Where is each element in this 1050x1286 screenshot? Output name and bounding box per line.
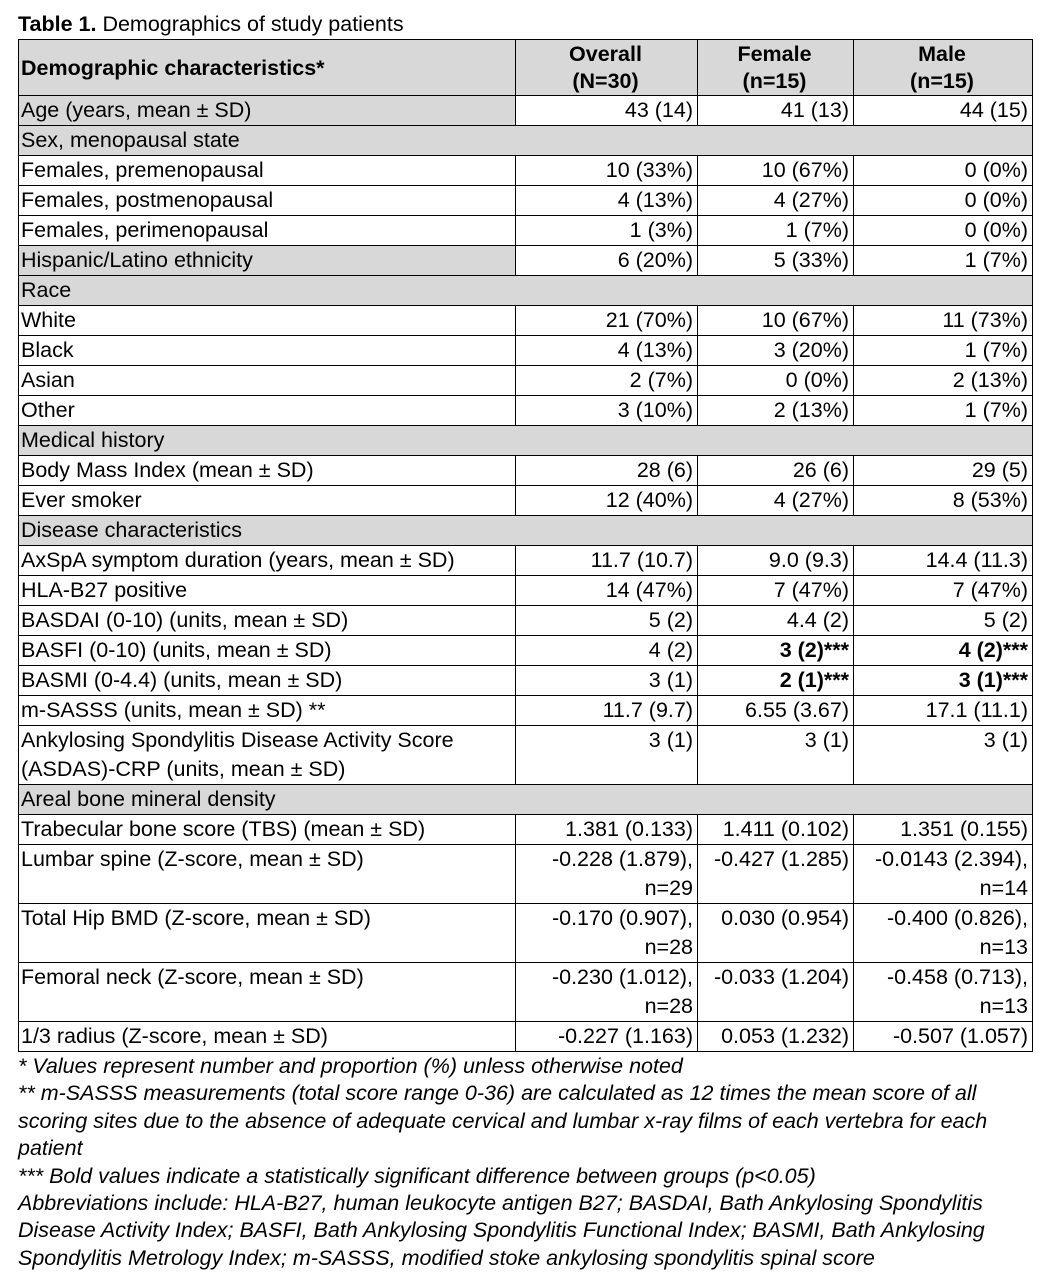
section-row bbox=[19, 516, 1033, 546]
table-row bbox=[19, 336, 1033, 366]
cell-male: 3 (1) bbox=[854, 726, 1033, 785]
cell-male: 1 (7%) bbox=[854, 336, 1033, 366]
table-row bbox=[19, 636, 1033, 666]
cell-female: 5 (33%) bbox=[698, 246, 854, 276]
section-row bbox=[19, 785, 1033, 815]
cell-overall: 6 (20%) bbox=[516, 246, 698, 276]
cell-male: -0.507 (1.057) bbox=[854, 1022, 1033, 1052]
table-row bbox=[19, 186, 1033, 216]
cell-overall: -0.170 (0.907), n=28 bbox=[516, 904, 698, 963]
row-label: Ever smoker bbox=[19, 486, 516, 516]
table-row bbox=[19, 96, 1033, 126]
table-row bbox=[19, 726, 1033, 785]
row-label: Lumbar spine (Z-score, mean ± SD) bbox=[19, 845, 516, 904]
table-row bbox=[19, 396, 1033, 426]
cell-female: 4 (27%) bbox=[698, 486, 854, 516]
header-male bbox=[854, 40, 1033, 96]
cell-male: 0 (0%) bbox=[854, 156, 1033, 186]
row-label: Females, postmenopausal bbox=[19, 186, 516, 216]
row-label: Body Mass Index (mean ± SD) bbox=[19, 456, 516, 486]
row-label: Ankylosing Spondylitis Disease Activity Score (ASDAS)-CRP (units, mean ± SD) bbox=[19, 726, 516, 785]
cell-overall: -0.227 (1.163) bbox=[516, 1022, 698, 1052]
row-label: Asian bbox=[19, 366, 516, 396]
table-row bbox=[19, 216, 1033, 246]
cell-female: 2 (13%) bbox=[698, 396, 854, 426]
cell-female: -0.427 (1.285) bbox=[698, 845, 854, 904]
table-row bbox=[19, 246, 1033, 276]
cell-overall: 1 (3%) bbox=[516, 216, 698, 246]
caption-label: Table 1. bbox=[18, 12, 97, 36]
cell-female: 4 (27%) bbox=[698, 186, 854, 216]
table-row bbox=[19, 366, 1033, 396]
row-label: HLA-B27 positive bbox=[19, 576, 516, 606]
table-row bbox=[19, 963, 1033, 1022]
table-row bbox=[19, 546, 1033, 576]
cell-male: 7 (47%) bbox=[854, 576, 1033, 606]
cell-male: 1.351 (0.155) bbox=[854, 815, 1033, 845]
table-row bbox=[19, 576, 1033, 606]
table-row bbox=[19, 306, 1033, 336]
table-row bbox=[19, 904, 1033, 963]
row-label: 1/3 radius (Z-score, mean ± SD) bbox=[19, 1022, 516, 1052]
footnote: *** Bold values indicate a statistically significant difference between groups (p<0.05) bbox=[18, 1163, 816, 1188]
cell-overall: 11.7 (10.7) bbox=[516, 546, 698, 576]
cell-overall: 3 (10%) bbox=[516, 396, 698, 426]
section-label: Disease characteristics bbox=[19, 516, 1033, 546]
table-row bbox=[19, 666, 1033, 696]
cell-male: 14.4 (11.3) bbox=[854, 546, 1033, 576]
cell-overall: 12 (40%) bbox=[516, 486, 698, 516]
cell-overall: 4 (13%) bbox=[516, 336, 698, 366]
cell-male: -0.400 (0.826), n=13 bbox=[854, 904, 1033, 963]
row-label: Other bbox=[19, 396, 516, 426]
table-row bbox=[19, 156, 1033, 186]
table-row bbox=[19, 456, 1033, 486]
cell-overall: 10 (33%) bbox=[516, 156, 698, 186]
cell-male: 1 (7%) bbox=[854, 396, 1033, 426]
cell-overall: 14 (47%) bbox=[516, 576, 698, 606]
row-label: BASDAI (0-10) (units, mean ± SD) bbox=[19, 606, 516, 636]
row-label: Femoral neck (Z-score, mean ± SD) bbox=[19, 963, 516, 1022]
cell-female: 10 (67%) bbox=[698, 156, 854, 186]
row-label: White bbox=[19, 306, 516, 336]
cell-female: 6.55 (3.67) bbox=[698, 696, 854, 726]
row-label: BASFI (0-10) (units, mean ± SD) bbox=[19, 636, 516, 666]
cell-female: -0.033 (1.204) bbox=[698, 963, 854, 1022]
header-male-n: (n=15) bbox=[910, 69, 974, 93]
row-label: Trabecular bone score (TBS) (mean ± SD) bbox=[19, 815, 516, 845]
cell-male: -0.0143 (2.394), n=14 bbox=[854, 845, 1033, 904]
footnote: Abbreviations include: HLA-B27, human leukocyte antigen B27; BASDAI, Bath Ankylosing Spondylitis Disease Activity Index; BASFI, Bath Ankylosing Spondylitis Functional Index; BASMI, Bath Ankylosing Spondylitis Metrology Index; m-SASSS, modified stoke ankylosing spondylitis spinal score bbox=[18, 1191, 985, 1270]
cell-female: 0 (0%) bbox=[698, 366, 854, 396]
cell-overall: 11.7 (9.7) bbox=[516, 696, 698, 726]
footnote: * Values represent number and proportion (%) unless otherwise noted bbox=[18, 1054, 683, 1078]
cell-overall: 2 (7%) bbox=[516, 366, 698, 396]
cell-female: 3 (2)*** bbox=[698, 636, 854, 666]
header-overall bbox=[516, 40, 698, 96]
cell-female: 10 (67%) bbox=[698, 306, 854, 336]
row-label: Total Hip BMD (Z-score, mean ± SD) bbox=[19, 904, 516, 963]
section-row bbox=[19, 426, 1033, 456]
header-overall-n: (N=30) bbox=[572, 69, 639, 93]
cell-female: 1.411 (0.102) bbox=[698, 815, 854, 845]
cell-male: 0 (0%) bbox=[854, 186, 1033, 216]
cell-female: 3 (20%) bbox=[698, 336, 854, 366]
cell-female: 9.0 (9.3) bbox=[698, 546, 854, 576]
section-label: Medical history bbox=[19, 426, 1033, 456]
section-row bbox=[19, 126, 1033, 156]
cell-male: 3 (1)*** bbox=[854, 666, 1033, 696]
cell-overall: 1.381 (0.133) bbox=[516, 815, 698, 845]
cell-male: 2 (13%) bbox=[854, 366, 1033, 396]
section-label: Race bbox=[19, 276, 1033, 306]
row-label: AxSpA symptom duration (years, mean ± SD) bbox=[19, 546, 516, 576]
table-row bbox=[19, 845, 1033, 904]
header-overall-title: Overall bbox=[569, 42, 642, 66]
cell-female: 2 (1)*** bbox=[698, 666, 854, 696]
cell-male: 11 (73%) bbox=[854, 306, 1033, 336]
header-label: Demographic characteristics* bbox=[19, 40, 516, 96]
row-label: Black bbox=[19, 336, 516, 366]
table-row bbox=[19, 815, 1033, 845]
cell-female: 0.053 (1.232) bbox=[698, 1022, 854, 1052]
demographics-table bbox=[18, 39, 1033, 1052]
cell-overall: 3 (1) bbox=[516, 726, 698, 785]
table-row bbox=[19, 606, 1033, 636]
header-female bbox=[698, 40, 854, 96]
cell-female: 7 (47%) bbox=[698, 576, 854, 606]
table-row bbox=[19, 696, 1033, 726]
cell-overall: 4 (2) bbox=[516, 636, 698, 666]
cell-overall: 5 (2) bbox=[516, 606, 698, 636]
cell-female: 4.4 (2) bbox=[698, 606, 854, 636]
cell-male: 4 (2)*** bbox=[854, 636, 1033, 666]
cell-male: 1 (7%) bbox=[854, 246, 1033, 276]
cell-overall: -0.230 (1.012), n=28 bbox=[516, 963, 698, 1022]
section-label: Sex, menopausal state bbox=[19, 126, 1033, 156]
row-label: Hispanic/Latino ethnicity bbox=[19, 246, 516, 276]
cell-female: 26 (6) bbox=[698, 456, 854, 486]
header-male-title: Male bbox=[918, 42, 966, 66]
cell-male: 5 (2) bbox=[854, 606, 1033, 636]
row-label: m-SASSS (units, mean ± SD) ** bbox=[19, 696, 516, 726]
cell-male: 44 (15) bbox=[854, 96, 1033, 126]
header-row bbox=[19, 40, 1033, 96]
cell-overall: 4 (13%) bbox=[516, 186, 698, 216]
cell-overall: -0.228 (1.879), n=29 bbox=[516, 845, 698, 904]
cell-female: 3 (1) bbox=[698, 726, 854, 785]
section-label: Areal bone mineral density bbox=[19, 785, 1033, 815]
table-notes bbox=[18, 1053, 1032, 1272]
table-row bbox=[19, 1022, 1033, 1052]
row-label: BASMI (0-4.4) (units, mean ± SD) bbox=[19, 666, 516, 696]
cell-overall: 28 (6) bbox=[516, 456, 698, 486]
cell-male: 8 (53%) bbox=[854, 486, 1033, 516]
cell-male: -0.458 (0.713), n=13 bbox=[854, 963, 1033, 1022]
cell-male: 0 (0%) bbox=[854, 216, 1033, 246]
caption-text: Demographics of study patients bbox=[96, 12, 404, 36]
table-figure bbox=[18, 10, 1032, 1272]
table-row bbox=[19, 486, 1033, 516]
cell-female: 41 (13) bbox=[698, 96, 854, 126]
footnote: ** m-SASSS measurements (total score range 0-36) are calculated as 12 times the mean score of all scoring sites due to the absence of adequate cervical and lumbar x-ray films of each vertebra for each patient bbox=[18, 1081, 988, 1161]
header-female-n: (n=15) bbox=[742, 69, 807, 93]
cell-male: 29 (5) bbox=[854, 456, 1033, 486]
cell-overall: 3 (1) bbox=[516, 666, 698, 696]
row-label: Females, perimenopausal bbox=[19, 216, 516, 246]
cell-overall: 43 (14) bbox=[516, 96, 698, 126]
row-label: Females, premenopausal bbox=[19, 156, 516, 186]
cell-overall: 21 (70%) bbox=[516, 306, 698, 336]
cell-female: 0.030 (0.954) bbox=[698, 904, 854, 963]
header-female-title: Female bbox=[737, 42, 812, 66]
table-body bbox=[19, 96, 1033, 1052]
cell-female: 1 (7%) bbox=[698, 216, 854, 246]
table-caption bbox=[18, 10, 1032, 39]
cell-male: 17.1 (11.1) bbox=[854, 696, 1033, 726]
row-label: Age (years, mean ± SD) bbox=[19, 96, 516, 126]
section-row bbox=[19, 276, 1033, 306]
